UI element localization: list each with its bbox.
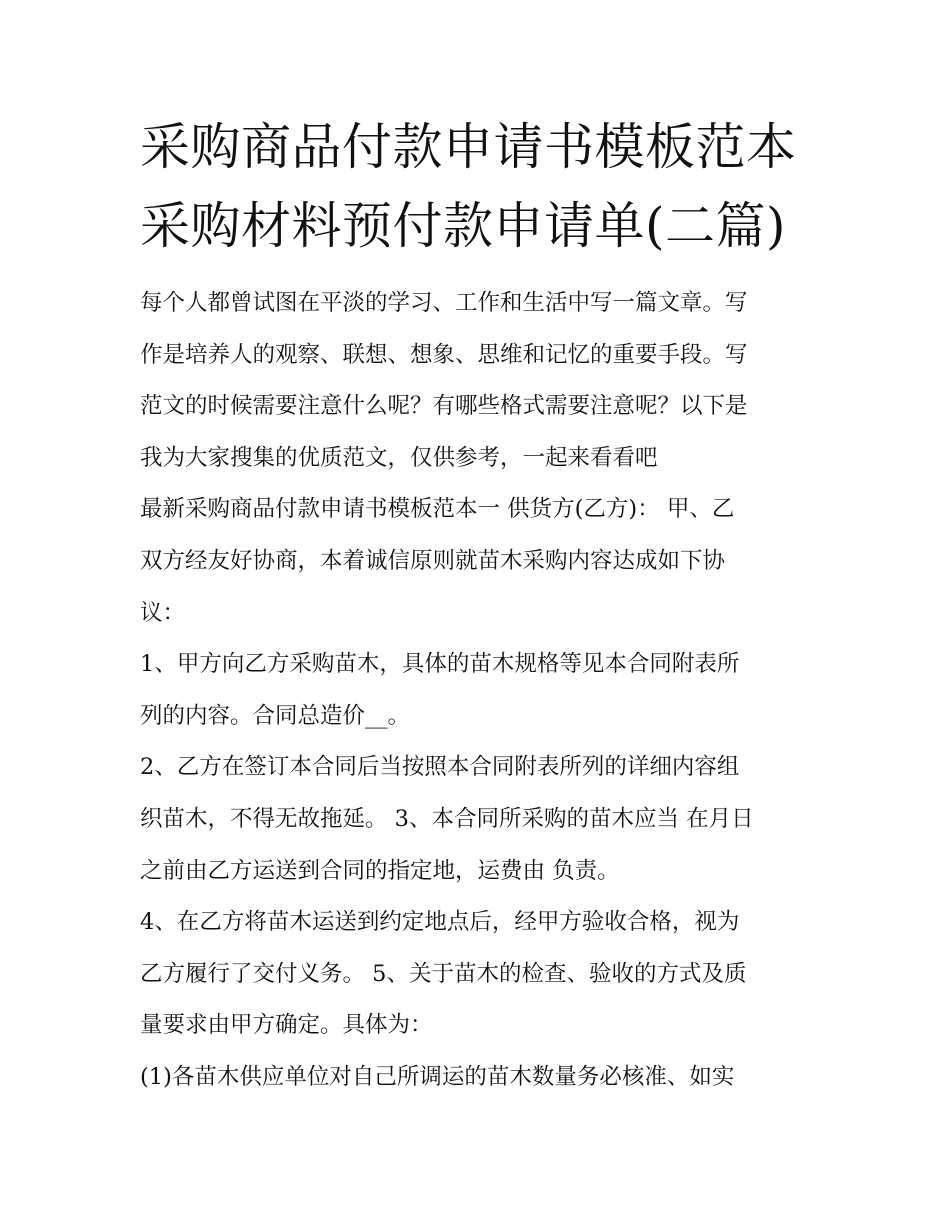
body-line: 织苗木，不得无故拖延。 3、本合同所采购的苗木应当 在月日 [140,805,754,832]
body-line: (1)各苗木供应单位对自己所调运的苗木数量务必核准、如实 [140,1063,735,1090]
body-line: 每个人都曾试图在平淡的学习、工作和生活中写一篇文章。写 [140,290,748,316]
body-line: 4、在乙方将苗木运送到约定地点后，经甲方验收合格，视为 [140,909,740,936]
document-title-line-2: 采购材料预付款申请单(二篇) [140,197,787,255]
body-line: 范文的时候需要注意什么呢？有哪些格式需要注意呢？以下是 [140,393,748,420]
document-body [140,278,820,1104]
body-line: 乙方履行了交付义务。 5、关于苗木的检查、验收的方式及质 [140,960,747,987]
body-line: 最新采购商品付款申请书模板范本一 供货方(乙方)： 甲、乙 [140,496,735,523]
body-line: 1、甲方向乙方采购苗木，具体的苗木规格等见本合同附表所 [140,651,740,678]
body-line: 我为大家搜集的优质范文，仅供参考，一起来看看吧 [140,444,658,471]
body-line: 列的内容。合同总造价__。 [140,702,411,729]
body-line: 之前由乙方运送到合同的指定地，运费由 负责。 [140,857,620,884]
body-line: 作是培养人的观察、联想、想象、思维和记忆的重要手段。写 [140,341,748,368]
body-line: 量要求由甲方确定。具体为： [140,1012,433,1039]
document-title-line-1: 采购商品付款申请书模板范本 [140,118,797,176]
body-line: 双方经友好协商，本着诚信原则就苗木采购内容达成如下协 [140,547,726,574]
body-line: 2、乙方在签订本合同后当按照本合同附表所列的详细内容组 [140,754,740,781]
body-line: 议： [140,599,186,626]
